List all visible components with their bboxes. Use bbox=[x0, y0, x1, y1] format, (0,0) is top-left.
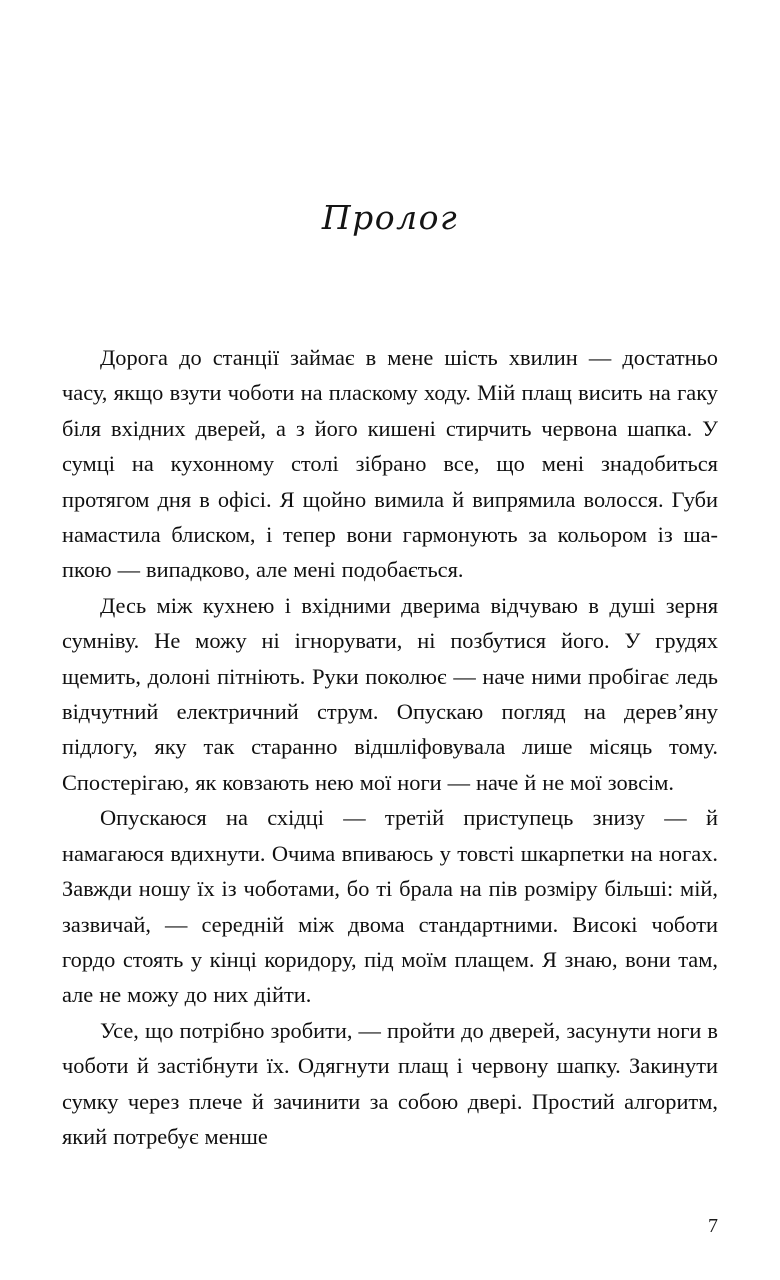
paragraph: Дорога до станції займає в мене шість хвилин — достатньо часу, якщо взути чоботи на пласкому ходу. Мій плащ висить на гаку біля вхідних дверей, а з його кишені стирчить червона шапка. У сумці на кухонному столі зібрано все, що мені знадобиться протягом дня в офісі. Я щойно вимила й випрямила волосся. Губи намастила блиском, і тепер вони гармонують за кольором із шапкою — випадково, але мені подобається. bbox=[62, 345, 718, 583]
paragraph: Десь між кухнею і вхідними дверима відчуваю в душі зерня сумніву. Не можу ні ігнорувати, ні позбутися його. У грудях щемить, долоні пітніють. Руки поколює — наче ними пробігає ледь відчутний електричний струм. Опускаю погляд на дерев’яну підлогу, яку так старанно відшліфовувала лише місяць тому. Спостерігаю, як ковзають нею мої ноги — наче й не мої зовсім. bbox=[62, 592, 718, 795]
paragraph: Усе, що потрібно зробити, — пройти до дверей, засунути ноги в чоботи й застібнути їх. Одягнути плащ і червону шапку. Закинути сумку через плече й зачинити за собою двері. Простий алгоритм, який потребує менше bbox=[62, 1017, 718, 1149]
chapter-title: Пролог bbox=[321, 198, 459, 237]
page-number: 7 bbox=[708, 1215, 718, 1237]
body-text bbox=[62, 340, 718, 1154]
paragraph: Опускаюся на східці — третій приступець знизу — й намагаюся вдихнути. Очима впиваюсь у товсті шкарпетки на ногах. Завжди ношу їх із чоботами, бо ті брала на пів розміру більші: мій, зазвичай, — середній між двома стандартними. Високі чоботи гордо стоять у кінці коридору, під моїм плащем. Я знаю, вони там, але не можу до них дійти. bbox=[62, 805, 718, 1008]
